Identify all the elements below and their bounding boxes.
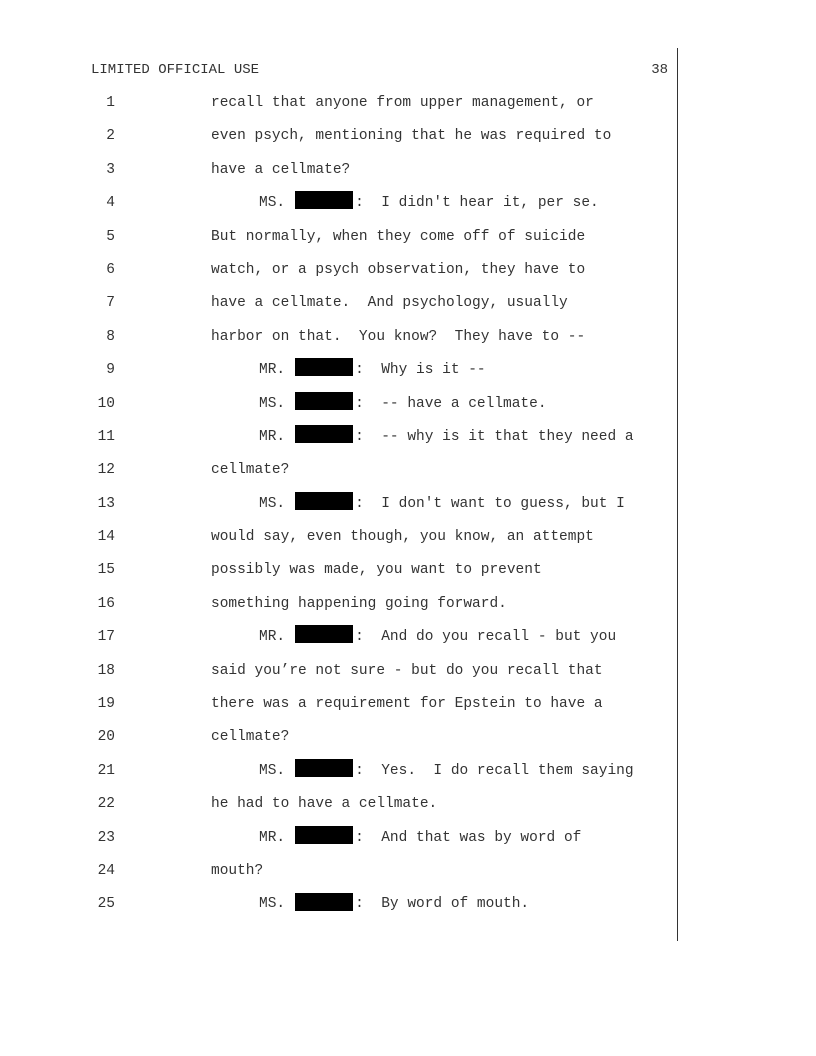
spoken-text: mouth? bbox=[211, 862, 264, 879]
line-number: 22 bbox=[97, 796, 115, 813]
spoken-text: : I didn't hear it, per se. bbox=[355, 195, 599, 212]
line-number: 4 bbox=[106, 195, 115, 212]
line-number: 2 bbox=[106, 128, 115, 145]
transcript-line bbox=[0, 755, 816, 788]
line-number: 16 bbox=[97, 595, 115, 612]
speaker-title: MS. bbox=[259, 762, 286, 779]
spoken-text: watch, or a psych observation, they have to bbox=[211, 261, 586, 278]
spoken-text: possibly was made, you want to prevent bbox=[211, 562, 542, 579]
spoken-text: : Why is it -- bbox=[355, 362, 486, 379]
transcript-line bbox=[0, 488, 816, 521]
line-text bbox=[259, 187, 599, 220]
transcript-line bbox=[0, 354, 816, 387]
redaction-box bbox=[295, 425, 353, 443]
line-number: 10 bbox=[97, 395, 115, 412]
line-number: 25 bbox=[97, 896, 115, 913]
redaction-box bbox=[295, 358, 353, 376]
line-text bbox=[211, 321, 585, 354]
speaker-title: MS. bbox=[259, 495, 286, 512]
line-number: 1 bbox=[106, 95, 115, 111]
spoken-text: harbor on that. You know? They have to -- bbox=[211, 328, 586, 345]
line-text bbox=[211, 154, 350, 187]
transcript-line bbox=[0, 388, 816, 421]
line-text bbox=[259, 421, 634, 454]
speaker-title: MR. bbox=[259, 362, 286, 379]
transcript-line bbox=[0, 888, 816, 921]
speaker-title: MR. bbox=[259, 629, 286, 646]
transcript-line bbox=[0, 822, 816, 855]
redaction-box bbox=[295, 625, 353, 643]
transcript-line bbox=[0, 554, 816, 587]
line-number: 21 bbox=[97, 762, 115, 779]
redaction-box bbox=[295, 893, 353, 911]
spoken-text: But normally, when they come off of suicide bbox=[211, 228, 586, 245]
line-number: 9 bbox=[106, 362, 115, 379]
line-number: 24 bbox=[97, 862, 115, 879]
line-number: 3 bbox=[106, 161, 115, 178]
classification-marking: LIMITED OFFICIAL USE bbox=[91, 62, 260, 78]
redaction-box bbox=[295, 191, 353, 209]
redaction-box bbox=[295, 826, 353, 844]
transcript-line bbox=[0, 321, 816, 354]
spoken-text: : I don't want to guess, but I bbox=[355, 495, 625, 512]
line-number: 7 bbox=[106, 295, 115, 312]
transcript-line bbox=[0, 421, 816, 454]
line-text bbox=[211, 688, 603, 721]
line-text bbox=[259, 354, 486, 387]
line-text bbox=[259, 822, 581, 855]
transcript-line bbox=[0, 621, 816, 654]
line-number: 18 bbox=[97, 662, 115, 679]
spoken-text: even psych, mentioning that he was required to bbox=[211, 128, 612, 145]
transcript-line bbox=[0, 521, 816, 554]
transcript-line bbox=[0, 655, 816, 688]
line-text bbox=[211, 254, 585, 287]
spoken-text: he had to have a cellmate. bbox=[211, 796, 438, 813]
spoken-text: : -- have a cellmate. bbox=[355, 395, 547, 412]
line-text bbox=[211, 120, 611, 153]
line-number: 19 bbox=[97, 696, 115, 713]
transcript-line bbox=[0, 588, 816, 621]
line-number: 8 bbox=[106, 328, 115, 345]
transcript-line bbox=[0, 721, 816, 754]
spoken-text: cellmate? bbox=[211, 462, 290, 479]
spoken-text: : -- why is it that they need a bbox=[355, 428, 634, 445]
spoken-text: something happening going forward. bbox=[211, 595, 507, 612]
spoken-text: have a cellmate? bbox=[211, 161, 351, 178]
speaker-title: MS. bbox=[259, 395, 286, 412]
line-text bbox=[211, 554, 542, 587]
line-text bbox=[211, 287, 568, 320]
spoken-text: : Yes. I do recall them saying bbox=[355, 762, 634, 779]
spoken-text: recall that anyone from upper management, or bbox=[211, 95, 594, 111]
transcript-lines bbox=[0, 87, 816, 922]
spoken-text: have a cellmate. And psychology, usually bbox=[211, 295, 568, 312]
transcript-line bbox=[0, 154, 816, 187]
transcript-line bbox=[0, 254, 816, 287]
spoken-text: : And do you recall - but you bbox=[355, 629, 617, 646]
line-text bbox=[211, 855, 263, 888]
line-text bbox=[211, 655, 603, 688]
spoken-text: said you’re not sure - but do you recall that bbox=[211, 662, 603, 679]
line-number: 13 bbox=[97, 495, 115, 512]
redaction-box bbox=[295, 492, 353, 510]
line-number: 5 bbox=[106, 228, 115, 245]
line-text bbox=[211, 221, 585, 254]
line-text bbox=[259, 755, 634, 788]
transcript-line bbox=[0, 187, 816, 220]
transcript-line bbox=[0, 688, 816, 721]
spoken-text: : By word of mouth. bbox=[355, 896, 530, 913]
line-text bbox=[211, 588, 507, 621]
transcript-line bbox=[0, 287, 816, 320]
page-number: 38 bbox=[651, 62, 668, 78]
line-text bbox=[259, 488, 625, 521]
line-number: 12 bbox=[97, 462, 115, 479]
line-number: 20 bbox=[97, 729, 115, 746]
speaker-title: MS. bbox=[259, 896, 286, 913]
redaction-box bbox=[295, 392, 353, 410]
line-number: 11 bbox=[97, 428, 115, 445]
speaker-title: MR. bbox=[259, 428, 286, 445]
line-text bbox=[211, 454, 289, 487]
line-text bbox=[211, 721, 289, 754]
line-text bbox=[259, 388, 547, 421]
transcript-line bbox=[0, 221, 816, 254]
transcript-line bbox=[0, 788, 816, 821]
speaker-title: MS. bbox=[259, 195, 286, 212]
spoken-text: would say, even though, you know, an attempt bbox=[211, 529, 594, 546]
page-header bbox=[91, 60, 668, 80]
speaker-title: MR. bbox=[259, 829, 286, 846]
line-text bbox=[259, 621, 616, 654]
line-text bbox=[259, 888, 529, 921]
transcript-line bbox=[0, 454, 816, 487]
line-text bbox=[211, 87, 594, 120]
spoken-text: cellmate? bbox=[211, 729, 290, 746]
transcript-line bbox=[0, 120, 816, 153]
redaction-box bbox=[295, 759, 353, 777]
line-number: 14 bbox=[97, 529, 115, 546]
line-text bbox=[211, 788, 437, 821]
line-number: 6 bbox=[106, 261, 115, 278]
spoken-text: : And that was by word of bbox=[355, 829, 582, 846]
line-number: 15 bbox=[97, 562, 115, 579]
line-number: 17 bbox=[97, 629, 115, 646]
transcript-line bbox=[0, 855, 816, 888]
spoken-text: there was a requirement for Epstein to have a bbox=[211, 696, 603, 713]
line-text bbox=[211, 521, 594, 554]
transcript-line bbox=[0, 87, 816, 120]
line-number: 23 bbox=[97, 829, 115, 846]
